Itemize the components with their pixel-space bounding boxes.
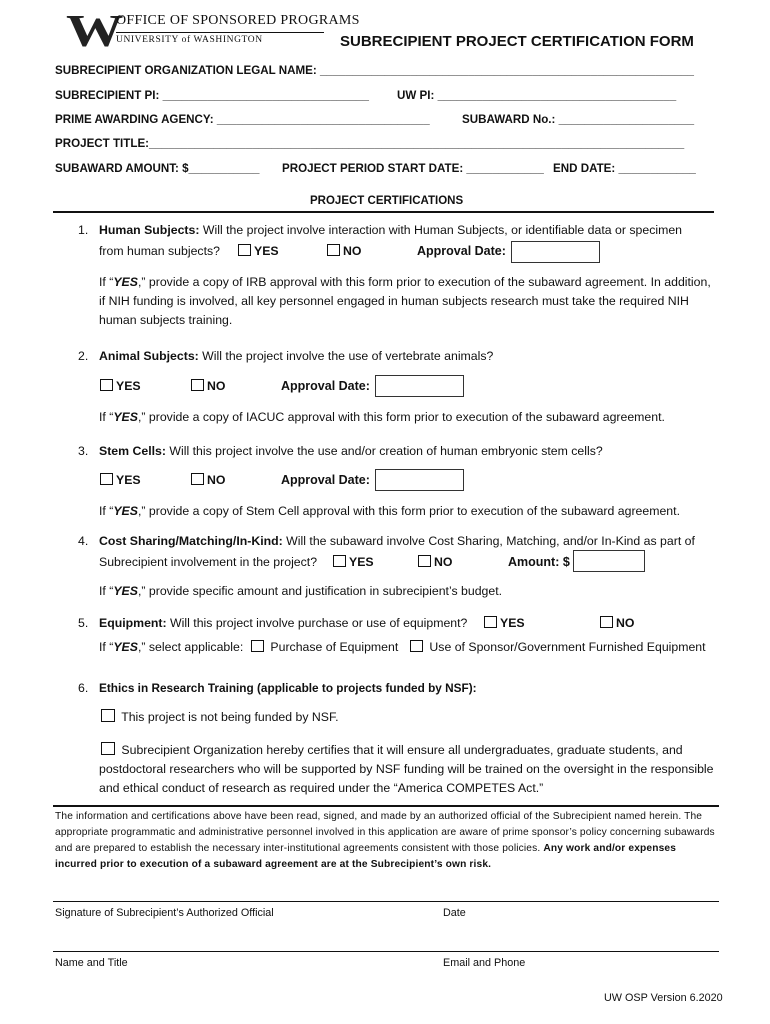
- animal-subjects-question: [99, 349, 493, 363]
- human-subjects-no[interactable]: [327, 244, 361, 258]
- checkbox[interactable]: [100, 379, 113, 391]
- item-question: Will the project involve interaction with Human Subjects, or identifiable data or specimen: [199, 223, 682, 237]
- item-question: Will the project involve the use of vertebrate animals?: [198, 349, 494, 363]
- checkbox[interactable]: [251, 640, 264, 652]
- item-number: 1.: [78, 223, 89, 237]
- item-question: Will this project involve the use and/or creation of human embryonic stem cells?: [165, 444, 603, 458]
- checkbox[interactable]: [327, 244, 340, 256]
- cost-sharing-question: [99, 534, 695, 548]
- not-nsf-option[interactable]: [101, 709, 339, 724]
- human-subjects-approval-date-input[interactable]: [511, 241, 600, 263]
- item-number: 4.: [78, 534, 89, 548]
- option-label: This project is not being funded by NSF.: [121, 710, 339, 724]
- item-heading: Equipment:: [99, 616, 167, 630]
- period-start-field[interactable]: PROJECT PERIOD START DATE: ____________: [282, 162, 544, 175]
- approval-date-label: Approval Date:: [417, 244, 506, 258]
- yes-label: YES: [349, 555, 374, 569]
- certification-divider: [53, 805, 719, 807]
- cost-sharing-amount-input[interactable]: [573, 550, 645, 572]
- logo-university-name: UNIVERSITY of WASHINGTON: [116, 35, 263, 45]
- risk-statement: Any work and/or expenses incurred prior to execution of a subaward agreement are at the Subrecipient’s own risk.: [55, 843, 677, 870]
- human-subjects-question: [99, 223, 682, 237]
- subaward-amount-field[interactable]: SUBAWARD AMOUNT: $___________: [55, 162, 260, 175]
- yes-emphasis: YES: [113, 410, 138, 424]
- sponsor-equipment-option[interactable]: [410, 640, 706, 654]
- checkbox[interactable]: [238, 244, 251, 256]
- equipment-no[interactable]: [600, 616, 634, 630]
- subaward-no-field[interactable]: SUBAWARD No.: _____________________: [462, 113, 695, 126]
- checkbox[interactable]: [101, 742, 115, 755]
- approval-date-label: Approval Date:: [281, 473, 370, 487]
- date-label: Date: [443, 907, 466, 919]
- form-title: SUBRECIPIENT PROJECT CERTIFICATION FORM: [340, 33, 694, 50]
- section-divider: [53, 211, 714, 213]
- item-question: Will the subaward involve Cost Sharing, Matching, and/or In-Kind as part of: [282, 534, 695, 548]
- checkbox[interactable]: [333, 555, 346, 567]
- name-title-label: Name and Title: [55, 957, 128, 969]
- animal-subjects-approval-date-input[interactable]: [375, 375, 464, 397]
- signature-line[interactable]: [53, 901, 719, 902]
- email-phone-label: Email and Phone: [443, 957, 526, 969]
- item-heading: Stem Cells:: [99, 444, 166, 458]
- purchase-equipment-option[interactable]: [251, 640, 398, 654]
- checkbox[interactable]: [410, 640, 423, 652]
- item-number: 5.: [78, 616, 89, 630]
- equipment-yes[interactable]: [484, 616, 525, 630]
- checkbox[interactable]: [418, 555, 431, 567]
- yes-label: YES: [116, 473, 141, 487]
- yes-label: YES: [116, 379, 141, 393]
- question-continuation: from human subjects?: [99, 244, 220, 258]
- cost-sharing-note: If “YES,” provide specific amount and justification in subrecipient’s budget.: [99, 584, 503, 598]
- item-number: 2.: [78, 349, 89, 363]
- ethics-heading: Ethics in Research Training (applicable to projects funded by NSF):: [99, 681, 477, 695]
- uw-logo: W: [66, 5, 116, 56]
- checkbox[interactable]: [600, 616, 613, 628]
- subrecipient-pi-field[interactable]: SUBRECIPIENT PI: ________________________________: [55, 89, 369, 102]
- stem-cells-question: [99, 444, 603, 458]
- animal-subjects-yes[interactable]: [100, 379, 141, 393]
- no-label: NO: [207, 379, 226, 393]
- logo-divider: [116, 32, 324, 33]
- item-question: Will this project involve purchase or use of equipment?: [166, 616, 468, 630]
- item-number: 3.: [78, 444, 89, 458]
- yes-emphasis: YES: [113, 640, 138, 654]
- human-subjects-yes[interactable]: [238, 244, 279, 258]
- no-label: NO: [343, 244, 362, 258]
- certification-statement: The information and certifications above have been read, signed, and made by an authorized official of the Subrecipient named herein. The appropriate programmatic and administrative personnel involved in this application are aware of prime sponsor’s policy concerning subawards and are prepared to establish the necessary inter-institutional agreements consistent with those policies. Any work and/or expenses incurred prior to execution of a subaward agreement are at the Subrecipient’s own risk.: [55, 811, 715, 870]
- equipment-question: [99, 616, 467, 630]
- option-label: Use of Sponsor/Government Furnished Equipment: [429, 640, 706, 654]
- uw-pi-field[interactable]: UW PI: _____________________________________: [397, 89, 677, 102]
- yes-emphasis: YES: [113, 275, 138, 289]
- project-title-field[interactable]: PROJECT TITLE:___________________________________________________________________________________: [55, 137, 685, 150]
- yes-label: YES: [254, 244, 279, 258]
- animal-subjects-no[interactable]: [191, 379, 225, 393]
- option-label: Subrecipient Organization hereby certifies that it will ensure all undergraduates, graduate students, and postdoctoral researchers who will be supported by NSF funding will be trained on the oversight in the responsible and ethical conduct of research as required under the “America COMPETES Act.”: [99, 743, 714, 795]
- iacuc-note: If “YES,” provide a copy of IACUC approval with this form prior to execution of the subaward agreement.: [99, 410, 665, 424]
- item-heading: Cost Sharing/Matching/In-Kind:: [99, 534, 283, 548]
- checkbox[interactable]: [100, 473, 113, 485]
- checkbox[interactable]: [191, 473, 204, 485]
- equipment-select-label: If “YES,” select applicable:: [99, 640, 244, 654]
- legal-name-field[interactable]: SUBRECIPIENT ORGANIZATION LEGAL NAME: __________________________________________________________: [55, 64, 694, 77]
- nsf-certify-option[interactable]: [99, 741, 719, 798]
- version-label: UW OSP Version 6.2020: [604, 992, 723, 1004]
- yes-emphasis: YES: [113, 504, 138, 518]
- name-title-line[interactable]: [53, 951, 719, 952]
- question-continuation: Subrecipient involvement in the project?: [99, 555, 318, 569]
- logo-office-name: OFFICE OF SPONSORED PROGRAMS: [116, 13, 360, 28]
- no-label: NO: [616, 616, 635, 630]
- checkbox[interactable]: [484, 616, 497, 628]
- stem-cell-note: If “YES,” provide a copy of Stem Cell approval with this form prior to execution of the subaward agreement.: [99, 504, 680, 518]
- signature-label: Signature of Subrecipient’s Authorized Official: [55, 907, 274, 919]
- prime-agency-field[interactable]: PRIME AWARDING AGENCY: _________________________________: [55, 113, 430, 126]
- end-date-field[interactable]: END DATE: ____________: [553, 162, 696, 175]
- option-label: Purchase of Equipment: [270, 640, 399, 654]
- stem-cells-yes[interactable]: [100, 473, 141, 487]
- no-label: NO: [434, 555, 453, 569]
- cost-sharing-yes[interactable]: [333, 555, 374, 569]
- checkbox[interactable]: [191, 379, 204, 391]
- cost-sharing-no[interactable]: [418, 555, 452, 569]
- item-number: 6.: [78, 681, 89, 695]
- irb-note: If “YES,” provide a copy of IRB approval with this form prior to execution of the subaward agreement. In addition, if NIH funding is involved, all key personnel engaged in human subjects research must take the required NIH human subjects training.: [99, 275, 711, 327]
- amount-label: Amount: $: [508, 555, 570, 569]
- section-title: PROJECT CERTIFICATIONS: [310, 195, 464, 207]
- item-heading: Animal Subjects:: [99, 349, 199, 363]
- item-heading: Human Subjects:: [99, 223, 200, 237]
- stem-cells-no[interactable]: [191, 473, 225, 487]
- approval-date-label: Approval Date:: [281, 379, 370, 393]
- no-label: NO: [207, 473, 226, 487]
- stem-cells-approval-date-input[interactable]: [375, 469, 464, 491]
- yes-emphasis: YES: [113, 584, 138, 598]
- yes-label: YES: [500, 616, 525, 630]
- checkbox[interactable]: [101, 709, 115, 722]
